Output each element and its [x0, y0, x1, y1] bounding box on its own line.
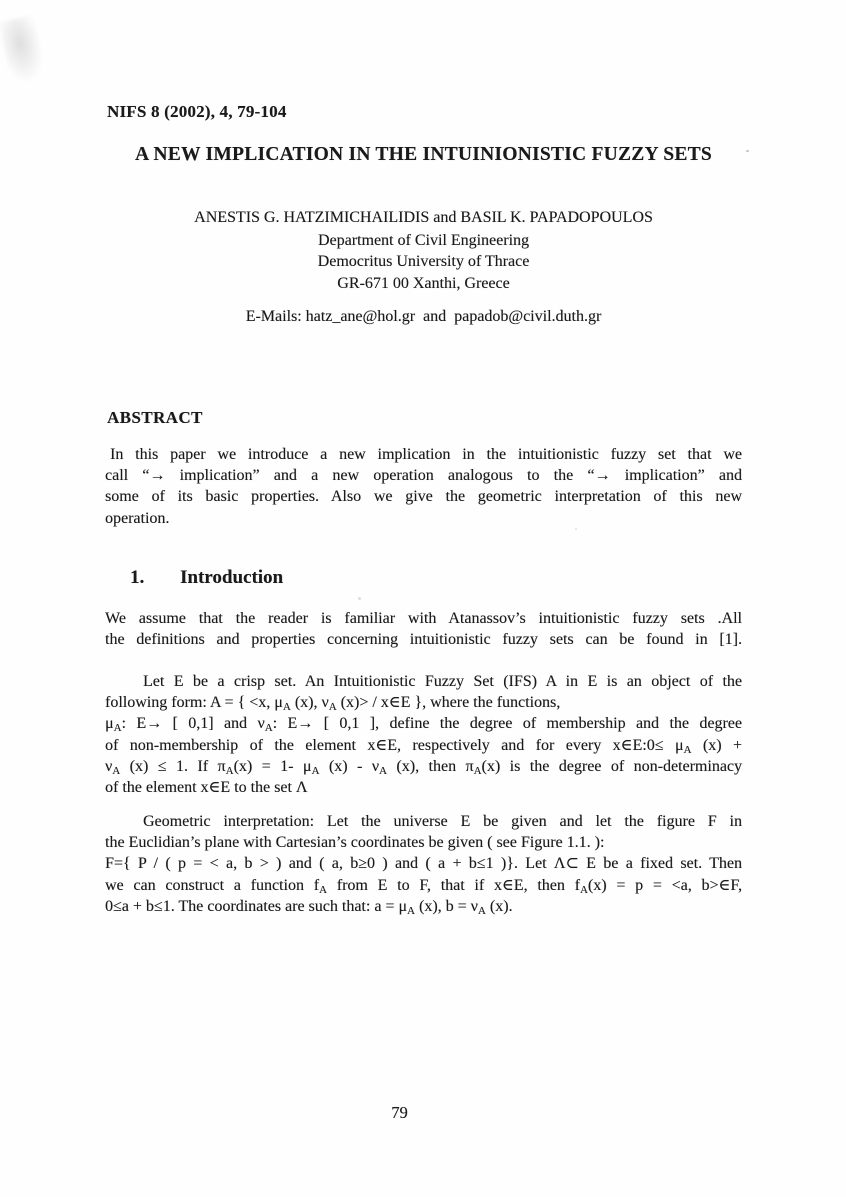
abstract-heading: ABSTRACT: [107, 408, 203, 427]
scan-speck: [358, 597, 361, 600]
text-line: the definitions and properties concerning intuitionistic fuzzy sets can be found in [1].: [105, 631, 742, 649]
text-line: Department of Civil Engineering: [317, 232, 530, 249]
text-line: operation.: [105, 509, 170, 527]
scan-smudge-artifact: [0, 15, 47, 83]
text-line: F={ P / ( p = < a, b > ) and ( a, b≥0 ) and ( a + b≤1 )}. Let Λ⊂ E be a fixed set. Then: [105, 855, 742, 873]
text-line: Democritus University of Thrace: [317, 253, 530, 271]
text-line: of the element x∈E to the set Λ: [105, 779, 308, 797]
introduction-paragraph-1: [105, 608, 742, 650]
text-line: call “→ implication” and a new operation analogous to the “→ implication” and: [105, 467, 742, 485]
text-line: Geometric interpretation: Let the universe E be given and let the figure F in: [105, 811, 742, 832]
text-line: of non-membership of the element x∈E, respectively and for every x∈E:0≤ $\mu_A$ (x) +: [105, 736, 743, 756]
authors-line: ANESTIS G. HATZIMICHAILIDIS and BASIL K. PAPADOPOULOS: [194, 209, 653, 226]
text-line: $\nu_A$ (x) ≤ 1. If $\pi_A(x) = 1-$ $\mu_A$ $(x) - \nu_A$ (x), then $\pi_A(x)$ is the degree of non-determinacy: [105, 757, 743, 777]
affiliation-block: [105, 230, 742, 294]
text-line: We assume that the reader is familiar with Atanassov’s intuitionistic fuzzy sets .All: [105, 610, 742, 627]
paper-title: A NEW IMPLICATION IN THE INTUINIONISTIC FUZZY SETS: [135, 144, 712, 165]
text-line: we can construct a function $f_A$ from E to F, that if x∈E, then $f_A(x) = p = <a$, b>∈F,: [105, 876, 743, 896]
section-number: 1.: [130, 567, 145, 588]
section-heading: [105, 567, 283, 589]
emails-line: E-Mails: hatz_ane@hol.gr and papadob@civil.duth.gr: [245, 308, 602, 325]
text-line: some of its basic properties. Also we give the geometric interpretation of this new: [105, 488, 742, 506]
introduction-paragraph-2: [105, 671, 742, 798]
indent-spacer: [105, 825, 143, 826]
section-title: Introduction: [180, 567, 284, 588]
text-line: 0≤a + b≤1. The coordinates are such that: $a = \mu_A$ (x), $b = \nu_A$ (x).: [105, 897, 513, 917]
text-line: GR-671 00 Xanthi, Greece: [337, 274, 510, 292]
text-line: $\mu_A$: E→ [ 0,1] and $\nu_A$: E→ [ 0,1 ], define the degree of membership and the degree: [105, 715, 743, 735]
journal-reference: NIFS 8 (2002), 4, 79-104: [107, 102, 287, 121]
indent-spacer: [105, 458, 110, 459]
text-line: Let E be a crisp set. An Intuitionistic Fuzzy Set (IFS) A in E is an object of the: [105, 671, 742, 692]
text-line: the Euclidian’s plane with Cartesian’s coordinates be given ( see Figure 1.1. ):: [105, 834, 605, 852]
text-line: In this paper we introduce a new implication in the intuitionistic fuzzy set that we: [105, 444, 742, 465]
indent-spacer: [105, 685, 143, 686]
text-line: following form: A = { <x, $\mu_A$ (x), $\nu_A$ (x)> / x∈E }, where the functions,: [105, 694, 561, 714]
abstract-paragraph: [105, 444, 742, 529]
page-number: 79: [391, 1103, 408, 1122]
introduction-paragraph-3: [105, 811, 742, 917]
